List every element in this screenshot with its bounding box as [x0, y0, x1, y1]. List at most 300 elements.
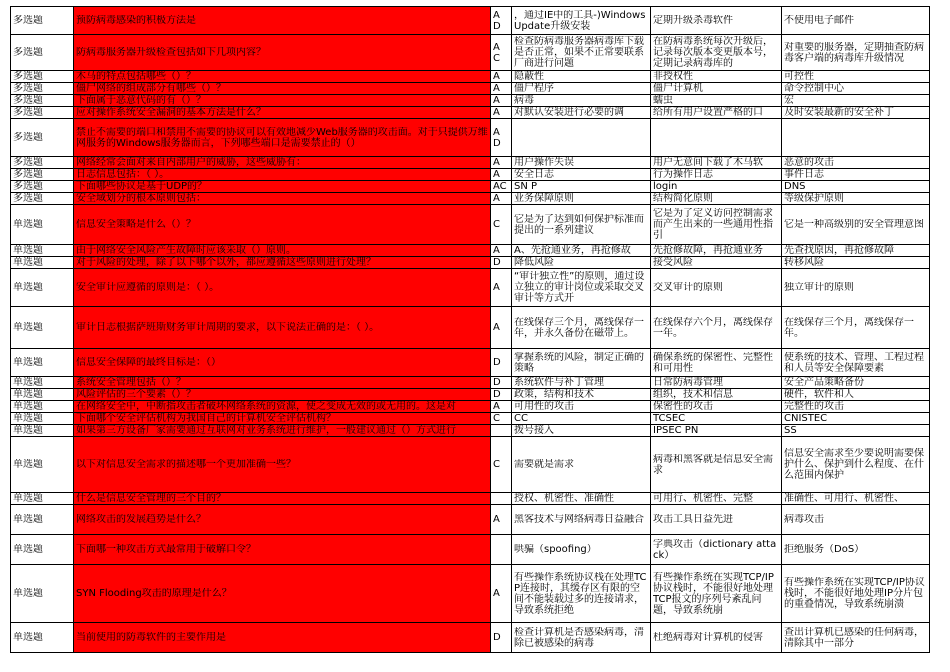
question-type-cell[interactable]	[11, 205, 74, 245]
question-type-cell[interactable]	[11, 169, 74, 181]
option-c-cell[interactable]	[782, 245, 930, 257]
answer-cell[interactable]	[491, 95, 512, 107]
table-row[interactable]	[11, 505, 930, 535]
question-type-cell[interactable]	[11, 157, 74, 169]
option-a-cell-text: 隐蔽性	[514, 71, 544, 82]
question-type-cell-text: 单选题	[13, 219, 43, 230]
option-c-cell[interactable]	[782, 377, 930, 389]
answer-cell[interactable]	[491, 425, 512, 437]
option-c-cell-text: 拒绝服务（DoS）	[784, 544, 865, 555]
table-row[interactable]	[11, 535, 930, 565]
question-type-cell[interactable]	[11, 413, 74, 425]
option-a-cell[interactable]	[512, 107, 651, 119]
answer-cell[interactable]	[491, 307, 512, 349]
option-b-cell-text: 交叉审计的原则	[653, 282, 723, 293]
option-c-cell[interactable]	[782, 157, 930, 169]
option-b-cell[interactable]	[651, 565, 782, 623]
table-row[interactable]	[11, 349, 930, 377]
option-a-cell[interactable]	[512, 425, 651, 437]
option-b-cell[interactable]	[651, 95, 782, 107]
table-row[interactable]	[11, 307, 930, 349]
answer-cell[interactable]	[491, 157, 512, 169]
option-c-cell[interactable]	[782, 505, 930, 535]
table-row[interactable]	[11, 245, 930, 257]
table-row[interactable]	[11, 493, 930, 505]
question-type-cell-text: 多选题	[13, 95, 43, 106]
option-b-cell[interactable]	[651, 257, 782, 269]
option-c-cell[interactable]	[782, 535, 930, 565]
question-text-cell-text: 网络攻击的发展趋势是什么？	[76, 514, 206, 525]
answer-cell[interactable]	[491, 505, 512, 535]
question-type-cell-text: 单选题	[13, 425, 43, 436]
question-type-cell[interactable]	[11, 377, 74, 389]
option-a-cell[interactable]	[512, 35, 651, 71]
answer-cell[interactable]	[491, 623, 512, 653]
option-b-cell-text: 有些操作系统在实现TCP/IP协议栈时，不能很好地处理TCP报文的序列号紊乱问题，导致系统崩	[653, 571, 774, 616]
option-a-cell-text: 黑客技术与网络病毒日益融合	[514, 514, 644, 525]
option-c-cell[interactable]	[782, 35, 930, 71]
answer-cell[interactable]	[491, 437, 512, 493]
answer-cell[interactable]	[491, 181, 512, 193]
option-c-cell-text: 对重要的服务器，定期抽查防病毒客户端的病毒库升级情况	[784, 41, 924, 64]
question-text-cell[interactable]	[74, 71, 491, 83]
answer-cell[interactable]	[491, 35, 512, 71]
option-b-cell[interactable]	[651, 401, 782, 413]
option-b-cell-text: 攻击工具日益先进	[653, 514, 733, 525]
question-type-cell[interactable]	[11, 119, 74, 157]
option-b-cell[interactable]	[651, 349, 782, 377]
table-row[interactable]	[11, 413, 930, 425]
option-a-cell[interactable]	[512, 401, 651, 413]
option-c-cell-text: 安全产品策略备份	[784, 377, 864, 388]
answer-cell[interactable]	[491, 257, 512, 269]
option-b-cell[interactable]	[651, 425, 782, 437]
option-a-cell-text: 政策，结构和技术	[514, 389, 594, 400]
option-c-cell[interactable]	[782, 257, 930, 269]
option-b-cell-text: 行为操作日志	[653, 169, 713, 180]
option-c-cell-text: 命令控制中心	[784, 83, 844, 94]
table-row[interactable]	[11, 565, 930, 623]
question-text-cell[interactable]	[74, 623, 491, 653]
question-text-cell-text: 预防病毒感染的积极方法是	[76, 15, 196, 26]
option-c-cell[interactable]	[782, 83, 930, 95]
option-b-cell[interactable]	[651, 505, 782, 535]
question-text-cell-text: 系统安全管理包括（）？	[76, 377, 186, 388]
option-b-cell[interactable]	[651, 181, 782, 193]
table-row[interactable]	[11, 269, 930, 307]
question-text-cell[interactable]	[74, 257, 491, 269]
option-a-cell-text: 它是为了达到如何保护标准而提出的一系列建议	[514, 213, 644, 236]
question-text-cell-text: 什么是信息安全管理的三个目的？	[76, 493, 226, 504]
question-type-cell-text: 多选题	[13, 83, 43, 94]
option-a-cell-text: 降低风险	[514, 257, 554, 268]
answer-cell-text: A	[493, 107, 500, 118]
table-row[interactable]	[11, 95, 930, 107]
question-text-cell[interactable]	[74, 377, 491, 389]
table-row[interactable]	[11, 7, 930, 35]
spreadsheet-table	[10, 6, 930, 653]
question-text-cell[interactable]	[74, 95, 491, 107]
question-type-cell[interactable]	[11, 437, 74, 493]
question-type-cell-text: 单选题	[13, 357, 43, 368]
answer-cell[interactable]	[491, 535, 512, 565]
table-row[interactable]	[11, 389, 930, 401]
option-a-cell[interactable]	[512, 95, 651, 107]
option-b-cell[interactable]	[651, 169, 782, 181]
option-a-cell-text: 病毒	[514, 95, 534, 106]
option-c-cell[interactable]	[782, 413, 930, 425]
question-text-cell[interactable]	[74, 389, 491, 401]
question-type-cell[interactable]	[11, 107, 74, 119]
question-text-cell[interactable]	[74, 7, 491, 35]
question-type-cell-text: 多选题	[13, 193, 43, 204]
question-text-cell[interactable]	[74, 193, 491, 205]
question-text-cell[interactable]	[74, 245, 491, 257]
question-type-cell[interactable]	[11, 401, 74, 413]
question-type-cell-text: 单选题	[13, 245, 43, 256]
question-text-cell[interactable]	[74, 493, 491, 505]
question-type-cell[interactable]	[11, 7, 74, 35]
question-type-cell[interactable]	[11, 83, 74, 95]
option-c-cell[interactable]	[782, 493, 930, 505]
option-c-cell[interactable]	[782, 119, 930, 157]
answer-cell[interactable]	[491, 349, 512, 377]
question-type-cell[interactable]	[11, 307, 74, 349]
question-text-cell[interactable]	[74, 535, 491, 565]
table-row[interactable]	[11, 83, 930, 95]
question-type-cell[interactable]	[11, 193, 74, 205]
question-type-cell-text: 多选题	[13, 47, 43, 58]
question-type-cell[interactable]	[11, 257, 74, 269]
question-type-cell-text: 单选题	[13, 322, 43, 333]
option-c-cell-text: 独立审计的原则	[784, 282, 854, 293]
option-b-cell[interactable]	[651, 83, 782, 95]
question-text-cell[interactable]	[74, 169, 491, 181]
option-a-cell-text: 可用性的攻击	[514, 401, 574, 412]
answer-cell-text: A	[493, 157, 500, 168]
question-type-cell-text: 单选题	[13, 257, 43, 268]
option-c-cell-text: 及时安装最新的安全补丁	[784, 107, 894, 118]
option-b-cell[interactable]	[651, 623, 782, 653]
table-row[interactable]	[11, 401, 930, 413]
question-text-cell[interactable]	[74, 401, 491, 413]
option-b-cell[interactable]	[651, 493, 782, 505]
option-c-cell[interactable]	[782, 269, 930, 307]
option-a-cell[interactable]	[512, 169, 651, 181]
question-text-cell-text: 风险评估的三个要素（）？	[76, 389, 196, 400]
table-row[interactable]	[11, 193, 930, 205]
option-c-cell[interactable]	[782, 401, 930, 413]
option-b-cell-text: 先抢修故障，再抢通业务	[653, 245, 763, 256]
option-b-cell[interactable]	[651, 157, 782, 169]
option-c-cell[interactable]	[782, 169, 930, 181]
answer-cell-text: AC	[493, 181, 507, 192]
table-row[interactable]	[11, 205, 930, 245]
option-c-cell-text: 可控性	[784, 71, 814, 82]
answer-cell[interactable]	[491, 413, 512, 425]
option-b-cell[interactable]	[651, 535, 782, 565]
option-c-cell[interactable]	[782, 107, 930, 119]
question-text-cell-text: 由于网络安全风险产生故障时应该采取（）原则。	[76, 245, 296, 256]
question-type-cell[interactable]	[11, 565, 74, 623]
question-text-cell-text: 信息安全保障的最终目标是：（）	[76, 357, 221, 368]
answer-cell[interactable]	[491, 119, 512, 157]
option-a-cell[interactable]	[512, 157, 651, 169]
option-b-cell-text: 在防病毒系统每次升级后，记录每次版本变更版本号，定期记录病毒库的	[653, 36, 773, 69]
question-type-cell-text: 多选题	[13, 169, 43, 180]
answer-cell[interactable]	[491, 401, 512, 413]
option-b-cell-text: 非授权性	[653, 71, 693, 82]
option-a-cell-text: 授权、机密性、准确性	[514, 493, 614, 504]
question-text-cell[interactable]	[74, 107, 491, 119]
question-type-cell[interactable]	[11, 349, 74, 377]
question-text-cell-text: 安全域划分的根本原则包括：	[76, 193, 206, 204]
answer-cell-text: C	[493, 219, 500, 230]
question-text-cell[interactable]	[74, 425, 491, 437]
option-b-cell-text: 给所有用户设置严格的口	[653, 107, 763, 118]
question-type-cell-text: 单选题	[13, 588, 43, 599]
question-text-cell[interactable]	[74, 269, 491, 307]
option-b-cell[interactable]	[651, 413, 782, 425]
option-b-cell-text: 日常防病毒管理	[653, 377, 723, 388]
answer-cell-text: A	[493, 71, 500, 82]
question-type-cell[interactable]	[11, 425, 74, 437]
question-type-cell-text: 多选题	[13, 71, 43, 82]
option-a-cell[interactable]	[512, 389, 651, 401]
option-b-cell[interactable]	[651, 193, 782, 205]
option-a-cell[interactable]	[512, 505, 651, 535]
table-row[interactable]	[11, 257, 930, 269]
option-b-cell[interactable]	[651, 377, 782, 389]
option-b-cell[interactable]	[651, 71, 782, 83]
question-text-cell[interactable]	[74, 119, 491, 157]
table-row[interactable]	[11, 169, 930, 181]
answer-cell-text: C	[493, 413, 500, 424]
option-b-cell[interactable]	[651, 307, 782, 349]
option-c-cell-text: 恶意的攻击	[784, 157, 834, 168]
question-type-cell[interactable]	[11, 535, 74, 565]
option-c-cell[interactable]	[782, 205, 930, 245]
option-b-cell-text: 它是为了定义访问控制需求而产生出来的一些通用性指引	[653, 208, 773, 241]
option-a-cell[interactable]	[512, 493, 651, 505]
answer-cell[interactable]	[491, 205, 512, 245]
option-a-cell-text: 系统软件与补丁管理	[514, 377, 604, 388]
option-c-cell[interactable]	[782, 425, 930, 437]
question-text-cell[interactable]	[74, 349, 491, 377]
answer-cell[interactable]	[491, 377, 512, 389]
answer-cell-text: A	[493, 169, 500, 180]
answer-cell[interactable]	[491, 245, 512, 257]
question-type-cell[interactable]	[11, 623, 74, 653]
answer-cell-text: D	[493, 257, 501, 268]
question-text-cell-text: 木马的特点包括哪些（）？	[76, 71, 196, 82]
option-c-cell-text: 它是一种高级别的安全管理意图	[784, 219, 924, 230]
option-b-cell[interactable]	[651, 205, 782, 245]
question-text-cell-text: 下面哪一种攻击方式最常用于破解口令？	[76, 544, 256, 555]
question-type-cell[interactable]	[11, 505, 74, 535]
option-b-cell[interactable]	[651, 107, 782, 119]
option-b-cell[interactable]	[651, 437, 782, 493]
answer-cell-text: A D	[493, 9, 501, 32]
option-a-cell-text: 业务保障原则	[514, 193, 574, 204]
answer-cell-text: D	[493, 632, 501, 643]
option-a-cell[interactable]	[512, 377, 651, 389]
question-text-cell-text: 应对操作系统安全漏洞的基本方法是什么？	[76, 107, 266, 118]
option-a-cell[interactable]	[512, 83, 651, 95]
question-text-cell-text: 禁止不需要的端口和禁用不需要的协议可以有效地减少Web服务器的攻击面。对于只提供万维网服务的Windows服务器而言，下列哪些端口是需要禁止的（）	[76, 126, 488, 149]
answer-cell[interactable]	[491, 493, 512, 505]
question-text-cell-text: 在网络安全中，中断指攻击者破坏网络系统的资源，使之变成无效的或无用的。这是对	[76, 401, 456, 412]
table-row[interactable]	[11, 119, 930, 157]
question-text-cell[interactable]	[74, 437, 491, 493]
option-c-cell-text: 使系统的技术、管理、工程过程和人员等安全保障要素	[784, 351, 924, 374]
answer-cell[interactable]	[491, 7, 512, 35]
option-b-cell-text: 字典攻击（dictionary attack）	[653, 538, 777, 561]
option-c-cell[interactable]	[782, 71, 930, 83]
option-c-cell-text: 病毒攻击	[784, 514, 824, 525]
option-c-cell-text: SS	[784, 425, 797, 436]
option-c-cell-text: 事件日志	[784, 169, 824, 180]
table-row[interactable]	[11, 377, 930, 389]
answer-cell[interactable]	[491, 269, 512, 307]
question-type-cell[interactable]	[11, 389, 74, 401]
table-row[interactable]	[11, 623, 930, 653]
option-a-cell-text: “审计独立性”的原则，通过设立独立的审计岗位或采取交叉审计等方式开	[514, 271, 645, 304]
table-row[interactable]	[11, 71, 930, 83]
option-c-cell[interactable]	[782, 181, 930, 193]
option-a-cell[interactable]	[512, 535, 651, 565]
option-a-cell-text: 用户操作失误	[514, 157, 574, 168]
table-row[interactable]	[11, 35, 930, 71]
question-type-cell-text: 单选题	[13, 282, 43, 293]
question-type-cell[interactable]	[11, 269, 74, 307]
option-c-cell[interactable]	[782, 349, 930, 377]
question-text-cell[interactable]	[74, 205, 491, 245]
question-type-cell[interactable]	[11, 493, 74, 505]
option-c-cell[interactable]	[782, 7, 930, 35]
question-type-cell[interactable]	[11, 35, 74, 71]
option-a-cell[interactable]	[512, 7, 651, 35]
option-b-cell[interactable]	[651, 119, 782, 157]
answer-cell-text: A	[493, 245, 500, 256]
option-a-cell[interactable]	[512, 437, 651, 493]
option-a-cell-text: 哄骗（spoofing）	[514, 544, 597, 555]
option-a-cell[interactable]	[512, 623, 651, 653]
option-b-cell-text: IPSEC PN	[653, 425, 699, 436]
option-b-cell[interactable]	[651, 7, 782, 35]
question-type-cell[interactable]	[11, 95, 74, 107]
option-a-cell[interactable]	[512, 205, 651, 245]
option-c-cell[interactable]	[782, 95, 930, 107]
option-a-cell[interactable]	[512, 193, 651, 205]
answer-cell-text: A	[493, 514, 500, 525]
answer-cell[interactable]	[491, 107, 512, 119]
option-a-cell[interactable]	[512, 413, 651, 425]
answer-cell[interactable]	[491, 71, 512, 83]
question-type-cell[interactable]	[11, 181, 74, 193]
option-a-cell[interactable]	[512, 307, 651, 349]
answer-cell-text: D	[493, 377, 501, 388]
option-c-cell-text: DNS	[784, 181, 806, 192]
question-text-cell[interactable]	[74, 157, 491, 169]
option-b-cell-text: 杜绝病毒对计算机的侵害	[653, 632, 763, 643]
question-text-cell-text: 下面哪个安全评估机构为我国自己的计算机安全评估机构？	[76, 413, 336, 424]
question-text-cell[interactable]	[74, 413, 491, 425]
answer-cell[interactable]	[491, 193, 512, 205]
option-a-cell-text: 对默认安装进行必要的调	[514, 107, 624, 118]
option-a-cell[interactable]	[512, 257, 651, 269]
question-text-cell-text: 以下对信息安全需求的描述哪一个更加准确一些？	[76, 459, 296, 470]
option-c-cell[interactable]	[782, 437, 930, 493]
question-type-cell[interactable]	[11, 245, 74, 257]
table-row[interactable]	[11, 425, 930, 437]
option-c-cell[interactable]	[782, 193, 930, 205]
question-text-cell-text: 下面属于恶意代码的有（）？	[76, 95, 206, 106]
option-b-cell[interactable]	[651, 35, 782, 71]
option-b-cell[interactable]	[651, 389, 782, 401]
question-text-cell-text: 如果第三方设备厂家需要通过互联网对业务系统进行维护，一般建议通过（）方式进行	[76, 425, 456, 436]
option-a-cell-text: 掌握系统的风险，制定正确的策略	[514, 351, 644, 374]
question-text-cell[interactable]	[74, 181, 491, 193]
option-c-cell-text: 信息安全需求至少要说明需要保护什么、保护到什么程度、在什么范围内保护	[784, 448, 924, 481]
question-type-cell-text: 多选题	[13, 132, 43, 143]
option-c-cell-text: 在线保存三个月，离线保存一年。	[784, 316, 914, 339]
option-c-cell-text: 先查找原因，再抢修故障	[784, 245, 894, 256]
option-a-cell-text: 检查防病毒服务器病毒库下载是否正常，如果不正常要联系厂商进行问题	[514, 36, 644, 69]
answer-cell-text: A	[493, 282, 500, 293]
option-a-cell[interactable]	[512, 269, 651, 307]
answer-cell-text: D	[493, 357, 501, 368]
option-c-cell[interactable]	[782, 389, 930, 401]
option-b-cell-text: 确保系统的保密性、完整性和可用性	[653, 351, 773, 374]
table-row[interactable]	[11, 437, 930, 493]
option-b-cell-text: 病毒和黑客就是信息安全需求	[653, 453, 773, 476]
answer-cell[interactable]	[491, 389, 512, 401]
option-a-cell[interactable]	[512, 349, 651, 377]
option-a-cell[interactable]	[512, 565, 651, 623]
table-row[interactable]	[11, 107, 930, 119]
option-c-cell[interactable]	[782, 623, 930, 653]
question-text-cell[interactable]	[74, 505, 491, 535]
option-c-cell[interactable]	[782, 565, 930, 623]
question-type-cell-text: 多选题	[13, 15, 43, 26]
option-b-cell[interactable]	[651, 269, 782, 307]
spreadsheet-body	[11, 7, 930, 653]
answer-cell[interactable]	[491, 565, 512, 623]
option-a-cell[interactable]	[512, 181, 651, 193]
question-text-cell[interactable]	[74, 565, 491, 623]
question-type-cell-text: 单选题	[13, 632, 43, 643]
option-b-cell[interactable]	[651, 245, 782, 257]
option-a-cell[interactable]	[512, 245, 651, 257]
option-a-cell[interactable]	[512, 119, 651, 157]
option-b-cell-text: 保密性的攻击	[653, 401, 713, 412]
question-type-cell-text: 单选题	[13, 514, 43, 525]
answer-cell[interactable]	[491, 169, 512, 181]
option-c-cell-text: 硬件，软件和人	[784, 389, 854, 400]
question-text-cell[interactable]	[74, 35, 491, 71]
answer-cell[interactable]	[491, 83, 512, 95]
option-a-cell[interactable]	[512, 71, 651, 83]
option-c-cell-text: 转移风险	[784, 257, 824, 268]
question-text-cell[interactable]	[74, 83, 491, 95]
question-type-cell[interactable]	[11, 71, 74, 83]
table-row[interactable]	[11, 181, 930, 193]
question-text-cell[interactable]	[74, 307, 491, 349]
question-type-cell-text: 单选题	[13, 413, 43, 424]
table-row[interactable]	[11, 157, 930, 169]
option-c-cell[interactable]	[782, 307, 930, 349]
